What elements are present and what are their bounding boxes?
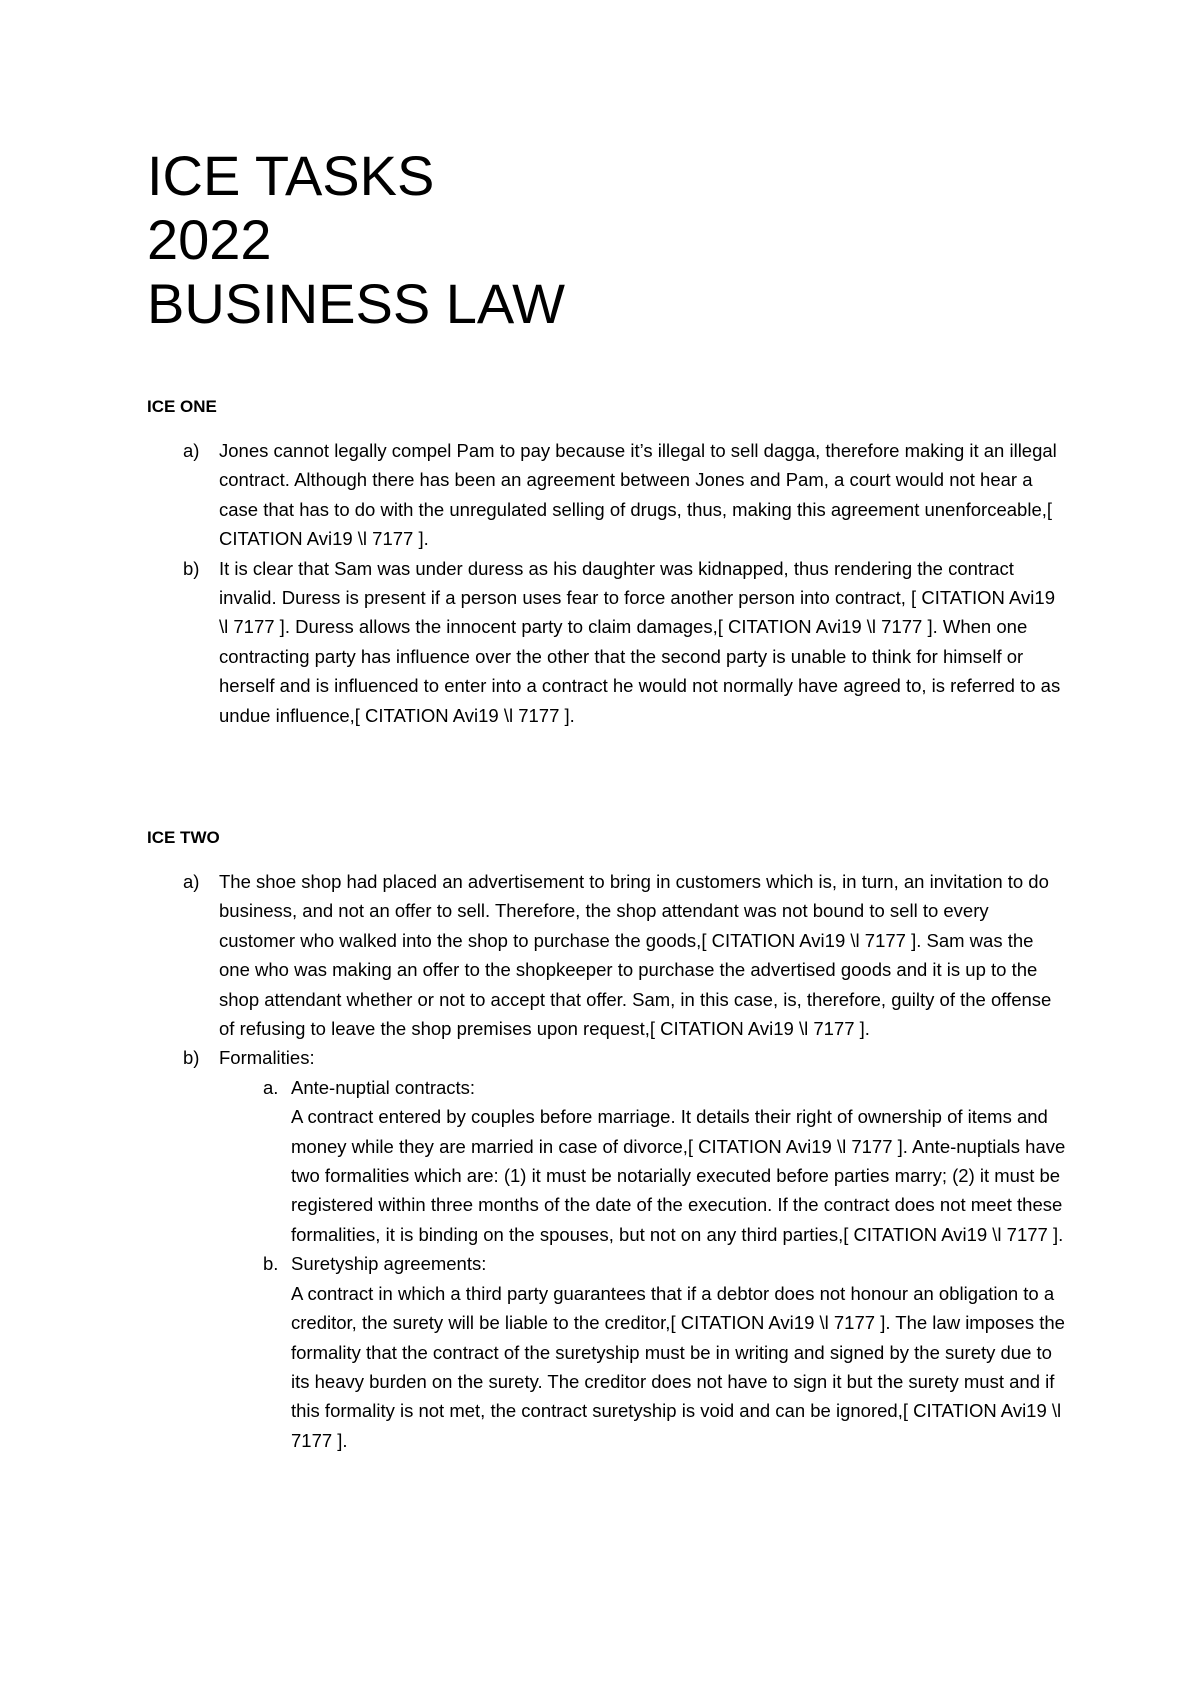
sub-list-item (219, 1073, 1067, 1249)
list-item (147, 554, 1067, 730)
document-title (147, 144, 1047, 336)
sub-list-item-text: A contract in which a third party guarantees that if a debtor does not honour an obligation to a creditor, the surety will be liable to the creditor,[ CITATION Avi19 \l 7177 ]. The law imposes the formality that the contract of the suretyship must be in writing and signed by the surety due to its heavy burden on the surety. The creditor does not have to sign it but the surety must and if this formality is not met, the contract suretyship is void and can be ignored,[ CITATION Avi19 \l 7177 ]. (291, 1282, 1065, 1451)
list-item (147, 436, 1067, 554)
title-line-1: ICE TASKS (147, 144, 435, 207)
formalities-label: Formalities: (219, 1047, 315, 1069)
sub-list-marker: a. (263, 1076, 279, 1098)
sub-list-item (219, 1249, 1067, 1455)
list-marker: a) (183, 440, 200, 461)
sub-list-item-text: A contract entered by couples before marriage. It details their right of ownership of items and money while they are married in case of divorce,[ CITATION Avi19 \l 7177 ]. Ante-nuptials have two formalities which are: (1) it must be notarially executed before parties marry; (2) it must be registered within three months of the date of the execution. If the contract does not meet these formalities, it is binding on the spouses, but not on any third parties,[ CITATION Avi19 \l 7177 ]. (291, 1106, 1066, 1245)
sub-list-marker: b. (263, 1253, 279, 1275)
title-line-3: BUSINESS LAW (147, 272, 566, 335)
ice-one-list (147, 436, 1067, 730)
sub-list-item-label: Suretyship agreements: (291, 1253, 487, 1275)
list-marker: b) (183, 1047, 200, 1069)
list-item-text: It is clear that Sam was under duress as his daughter was kidnapped, thus rendering the contract invalid. Duress is present if a person uses fear to force another person into contract, [ CITATION Avi19 \l 7177 ]. Duress allows the innocent party to claim damages,[ CITATION Avi19 \l 7177 ]. When one contracting party has influence over the other that the second party is unable to think for himself or herself and is influenced to enter into a contract he would not normally have agreed to, is referred to as undue influence,[ CITATION Avi19 \l 7177 ]. (219, 557, 1061, 726)
list-item (147, 1043, 1067, 1455)
list-item-text: Jones cannot legally compel Pam to pay because it’s illegal to sell dagga, therefore making it an illegal contract. Although there has been an agreement between Jones and Pam, a court would not hear a case that has to do with the unregulated selling of drugs, thus, making this agreement unenforceable,[ CITATION Avi19 \l 7177 ]. (219, 440, 1057, 550)
title-line-2: 2022 (147, 208, 272, 271)
ice-two-list (147, 867, 1067, 1455)
list-item (147, 867, 1067, 1043)
list-item-text: The shoe shop had placed an advertisement to bring in customers which is, in turn, an invitation to do business, and not an offer to sell. Therefore, the shop attendant was not bound to sell to every customer who walked into the shop to purchase the goods,[ CITATION Avi19 \l 7177 ]. Sam was the one who was making an offer to the shopkeeper to purchase the advertised goods and it is up to the shop attendant whether or not to accept that offer. Sam, in this case, is, therefore, guilty of the offense of refusing to leave the shop premises upon request,[ CITATION Avi19 \l 7177 ]. (219, 871, 1052, 1040)
ice-two-heading: ICE TWO (147, 828, 220, 847)
sub-list-item-label: Ante-nuptial contracts: (291, 1076, 476, 1098)
list-marker: a) (183, 871, 200, 892)
ice-one-heading: ICE ONE (147, 397, 217, 416)
list-marker: b) (183, 557, 200, 579)
